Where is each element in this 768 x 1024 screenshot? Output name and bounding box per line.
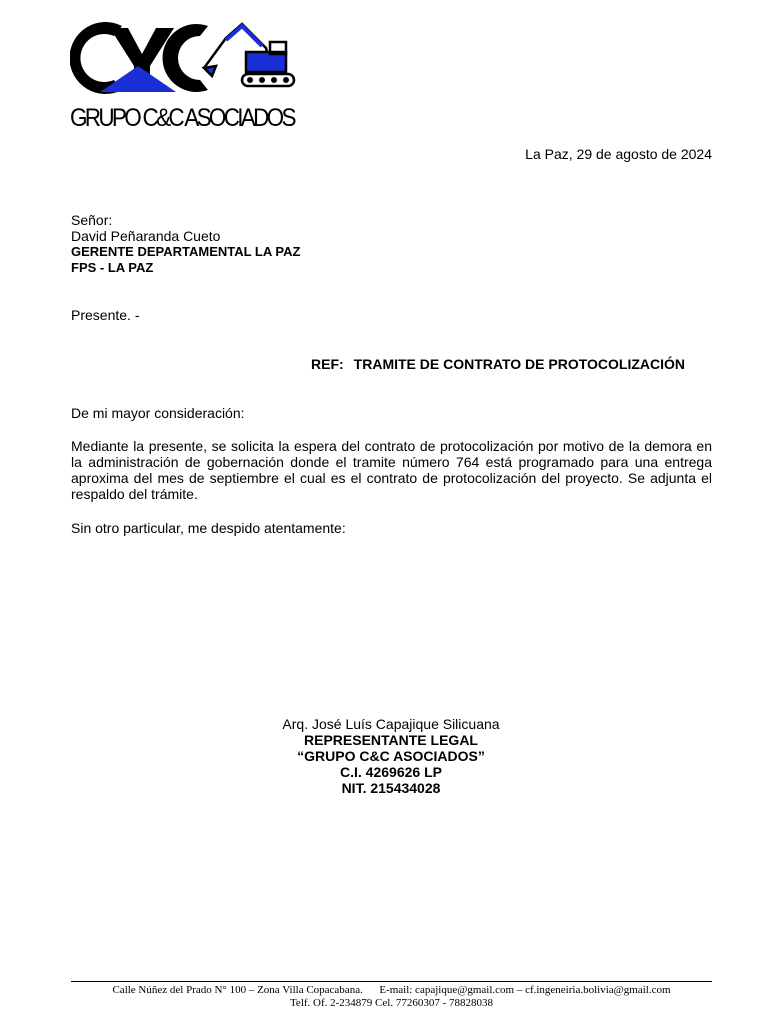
letter-body: Mediante la presente, se solicita la espera del contrato de protocolización por motivo de la demora en la administración de gobernación donde el tramite número 764 está programado para una entrega aproxima del mes de septiembre el cual es el contrato de protocolización del proyecto. Se adjunta el respaldo del trámite. xyxy=(71,438,712,502)
ref-subject: TRAMITE DE CONTRATO DE PROTOCOLIZACIÓN xyxy=(353,356,686,372)
company-logo xyxy=(70,18,300,100)
presente-line: Presente. - xyxy=(71,307,140,323)
recipient-position: GERENTE DEPARTAMENTAL LA PAZ xyxy=(71,244,301,259)
signer-ci: C.I. 4269626 LP xyxy=(340,764,442,780)
ref-label: REF: xyxy=(311,356,344,372)
greeting: De mi mayor consideración: xyxy=(71,405,245,421)
company-name: GRUPO C&C ASOCIADOS xyxy=(70,104,294,132)
signer-nit: NIT. 215434028 xyxy=(341,780,441,796)
closing-line: Sin otro particular, me despido atentamente: xyxy=(71,520,346,536)
footer xyxy=(71,984,712,1010)
recipient-name: David Peñaranda Cueto xyxy=(71,228,221,244)
footer-phones: Telf. Of. 2-234879 Cel. 77260307 - 78828038 xyxy=(289,997,493,1009)
reference-line xyxy=(311,356,685,372)
letter-date: La Paz, 29 de agosto de 2024 xyxy=(525,146,712,162)
recipient-entity: FPS - LA PAZ xyxy=(71,260,154,275)
signer-name: Arq. José Luís Capajique Silicuana xyxy=(282,716,500,732)
recipient-salutation: Señor: xyxy=(71,212,113,228)
recipient-block xyxy=(71,212,300,276)
footer-address: Calle Núñez del Prado N° 100 – Zona Villa Copacabana. E-mail: capajique@gmail.com – cf.ingeneiria.bolivia@gmail.com xyxy=(112,984,671,996)
signature-block xyxy=(0,716,768,796)
signer-company: “GRUPO C&C ASOCIADOS” xyxy=(297,748,485,764)
signer-role: REPRESENTANTE LEGAL xyxy=(304,732,478,748)
footer-divider xyxy=(71,981,712,982)
